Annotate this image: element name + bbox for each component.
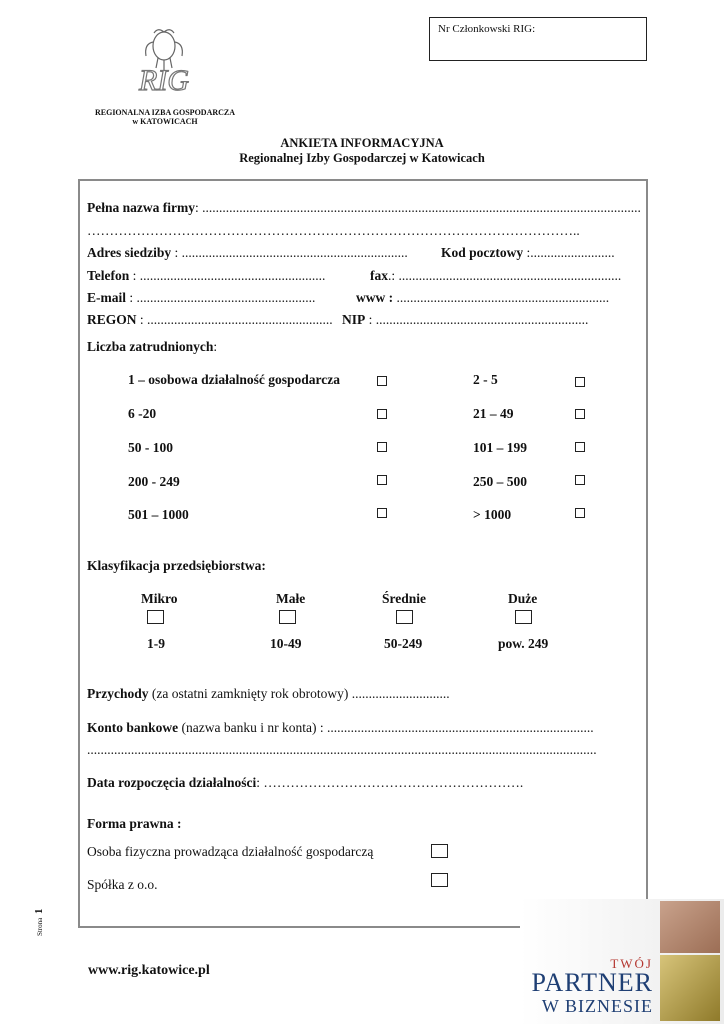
document-title: ANKIETA INFORMACYJNA [280, 136, 444, 150]
fax-field[interactable] [370, 267, 621, 284]
nip-label: NIP [342, 312, 366, 327]
regon-label: REGON [87, 312, 137, 327]
classification-checkbox[interactable] [279, 610, 296, 624]
employees-option-label: 21 – 49 [473, 406, 514, 421]
classification-label: Klasyfikacja przedsiębiorstwa: [87, 558, 266, 573]
start-date-label: Data rozpoczęcia działalności [87, 775, 257, 790]
employees-checkbox[interactable] [575, 377, 585, 387]
classification-name: Duże [508, 591, 538, 606]
brand-line1: TWÓJ [610, 956, 653, 971]
www-label: www : [356, 290, 394, 305]
classification-name: Małe [276, 591, 306, 606]
classification-range: pow. 249 [498, 636, 549, 651]
employees-option-label: 50 - 100 [128, 440, 173, 455]
brand-logo [520, 899, 724, 1024]
logo-monogram: RIG [139, 64, 189, 97]
brand-line3: W BIZNESIE [541, 996, 653, 1016]
email-field[interactable] [87, 289, 315, 306]
employees-colon: : [213, 339, 218, 354]
employees-option-label: 1 – osobowa działalność gospodarcza [128, 372, 341, 387]
page-number [22, 903, 52, 937]
classification-checkbox[interactable] [515, 610, 532, 624]
document-heading [0, 136, 724, 166]
email-dots: : ..................................................... [126, 290, 316, 305]
nip-dots: : ............................................................... [365, 312, 589, 327]
revenue-label: Przychody [87, 686, 149, 701]
classification-range: 10-49 [270, 636, 302, 651]
fax-dots: .: .................................................................. [388, 268, 622, 283]
legal-form-checkbox[interactable] [431, 844, 448, 858]
legal-form-option-label: Spółka z o.o. [87, 877, 158, 892]
classification-range: 1-9 [147, 636, 165, 651]
bank-account-note: (nazwa banku i nr konta) : ............................................................................... [178, 720, 594, 735]
email-label: E-mail [87, 290, 126, 305]
member-number-label: Nr Członkowski RIG: [438, 23, 536, 35]
company-name-field-line2[interactable] [87, 222, 580, 239]
revenue-note: (za ostatni zamknięty rok obrotowy) ............................. [148, 686, 450, 701]
employees-checkbox[interactable] [575, 508, 585, 518]
employees-heading [87, 338, 217, 355]
employees-checkbox[interactable] [377, 508, 387, 518]
phone-field[interactable] [87, 267, 325, 284]
bank-account-dots-2: ....................................................................................................................................................... [87, 742, 597, 757]
member-number-box [429, 17, 647, 61]
brand-line2: PARTNER [531, 968, 653, 997]
company-name-field[interactable] [87, 199, 641, 216]
postal-code-label: Kod pocztowy [441, 245, 524, 260]
classification-checkbox[interactable] [147, 610, 164, 624]
revenue-field[interactable] [87, 685, 450, 702]
bank-account-field-line2[interactable] [87, 741, 597, 758]
bank-account-field[interactable] [87, 719, 594, 736]
employees-checkbox[interactable] [377, 376, 387, 386]
logo-org-line1: REGIONALNA IZBA GOSPODARCZA [94, 108, 236, 117]
www-dots: ............................................................... [393, 290, 610, 305]
phone-label: Telefon [87, 268, 130, 283]
employees-checkbox[interactable] [377, 409, 387, 419]
legal-form-checkbox[interactable] [431, 873, 448, 887]
start-date-field[interactable] [87, 774, 523, 791]
employees-option-label: 101 – 199 [473, 440, 527, 455]
classification-name: Mikro [141, 591, 178, 606]
postal-code-dots: :......................... [523, 245, 615, 260]
employees-option-label: 501 – 1000 [128, 507, 189, 522]
start-date-dots: : …………………………………………………. [256, 775, 524, 790]
employees-checkbox[interactable] [575, 409, 585, 419]
document-subtitle: Regionalnej Izby Gospodarczej w Katowicach [239, 151, 485, 165]
employees-checkbox[interactable] [575, 475, 585, 485]
employees-checkbox[interactable] [377, 442, 387, 452]
nip-field[interactable] [342, 311, 588, 328]
classification-checkbox[interactable] [396, 610, 413, 624]
logo-org-line2: w KATOWICACH [132, 117, 198, 126]
page-label: Strona [36, 917, 44, 936]
employees-checkbox[interactable] [575, 442, 585, 452]
bank-account-label: Konto bankowe [87, 720, 179, 735]
employees-label: Liczba zatrudnionych [87, 339, 214, 354]
employees-option-label: 6 -20 [128, 406, 157, 421]
brand-tile-gold [660, 955, 720, 1021]
employees-option-label: 2 - 5 [473, 372, 498, 387]
address-field[interactable] [87, 244, 408, 261]
legal-form-label: Forma prawna : [87, 816, 182, 831]
employees-checkbox[interactable] [377, 475, 387, 485]
company-name-dots-2: ……………………………………………………………………………………………….. [87, 223, 580, 238]
postal-code-field[interactable] [441, 244, 615, 261]
footer-url[interactable]: www.rig.katowice.pl [88, 963, 210, 978]
employees-option-label: 200 - 249 [128, 474, 180, 489]
employees-option-label: > 1000 [473, 507, 512, 522]
company-name-dots: : .................................................................................................................................. [194, 200, 641, 215]
www-field[interactable] [356, 289, 609, 306]
logo-org-name [75, 108, 255, 126]
address-dots: : ................................................................... [171, 245, 408, 260]
classification-name: Średnie [382, 591, 427, 606]
page-num: 1 [33, 908, 45, 914]
legal-form-option-label: Osoba fizyczna prowadząca działalność gospodarczą [87, 844, 374, 859]
phone-dots: : ....................................................... [129, 268, 326, 283]
classification-range: 50-249 [384, 636, 423, 651]
employees-option-label: 250 – 500 [473, 474, 527, 489]
regon-dots: : ....................................................... [136, 312, 333, 327]
fax-label: fax [370, 268, 388, 283]
brand-tile-bronze [660, 901, 720, 953]
address-label: Adres siedziby [87, 245, 172, 260]
regon-field[interactable] [87, 311, 333, 328]
company-name-label: Pełna nazwa firmy [87, 200, 195, 215]
